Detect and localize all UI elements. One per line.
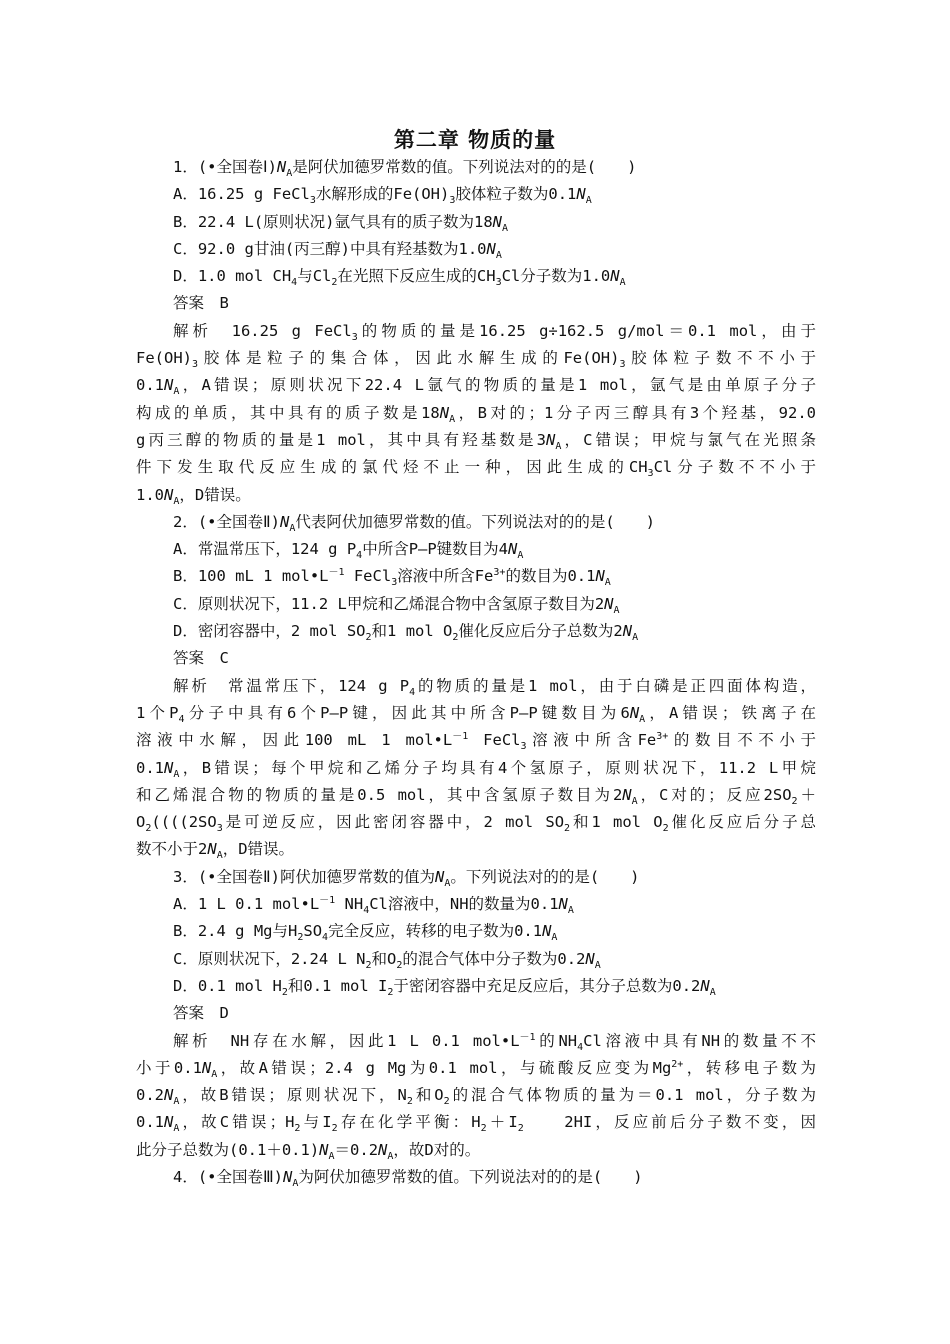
text-line: C．原则状况下，2.24 L $N_2$和$O_2$的混合气体中分子数为$0.2N_A$ [173, 949, 601, 971]
text-line: A．常温常压下，124 g $P_4$中所含P—P键数目为$4N_A$ [173, 540, 524, 562]
text-line: 解析 常温常压下，124 g $P_4$的物质的量是1 mol，由于白磷是正四面体构造， [173, 676, 816, 698]
text-line: 3．(•全国卷Ⅱ)阿伏加德罗常数的值为$N_A$。下列说法对的的是( ) [173, 867, 640, 889]
text-line: C．原则状况下，11.2 L甲烷和乙烯混合物中含氢原子数目为$2N_A$ [173, 594, 620, 616]
text-line: $0.2N_A$，故B错误；原则状况下，$N_2$和$O_2$的混合气体物质的量为＝0.1 mol，分子数为 [136, 1086, 816, 1108]
text-line: $Fe(OH)_3$胶体是粒子的集合体，因此水解生成的$Fe(OH)_3$胶体粒子数不不小于 [136, 349, 816, 371]
text-line: D．1.0 mol $CH_4$与$Cl_2$在光照下反应生成的$CH_3Cl$分子数为$1.0N_A$ [173, 267, 626, 289]
text-line: 数不小于$2N_A$，D错误。 [136, 840, 295, 862]
text-line: 1个$P_4$分子中具有6个P—P键，因此其中所含P—P键数目为$6N_A$，A错误；铁离子在 [136, 703, 816, 726]
text-line: $0.1N_A$，B错误；每个甲烷和乙烯分子均具有4个氢原子，原则状况下，11.2 L甲烷 [136, 758, 816, 780]
text-line: A．16.25 g FeCl$_3$水解形成的$Fe(OH)_3$胶体粒子数为$0.1N_A$ [173, 185, 592, 207]
text-line: 1．(•全国卷$Ⅰ)N_A$是阿伏加德罗常数的值。下列说法对的的是( ) [173, 158, 637, 180]
text-line: B．100 mL 1 $mol•L^{-1}$ FeCl$_3$溶液中所含$Fe^{3+}$的数目为$0.1N_A$ [173, 567, 611, 589]
text-line: 解析 NH存在水解，因此1 L 0.1 $mol•L^{-1}$的$NH_4Cl$溶液中具有NH的数量不不 [173, 1031, 816, 1053]
text-line: $O_2((((2SO_3$是可逆反应，因此密闭容器中，2 mol $SO_2$和1 mol $O_2$催化反应后分子总 [136, 813, 816, 835]
text-line: 溶液中水解，因此100 mL 1 $mol•L^{-1}$ FeCl$_3$溶液中所含$Fe^{3+}$的数目不不小于 [136, 731, 816, 753]
text-line: 件下发生取代反应生成的氯代烃不止一种，因此生成的$CH_3Cl$分子数不不小于 [136, 458, 816, 480]
text-line: B．22.4 L(原则状况)氩气具有的质子数为$18N_A$ [173, 212, 509, 234]
text-line: B．2.4 g Mg与$H_2SO_4$完全反应，转移的电子数为$0.1N_A$ [173, 922, 558, 944]
text-line: 小于$0.1N_A$，故A错误；2.4 g Mg为0.1 mol，与硫酸反应变为$Mg^{2+}$，转移电子数为 [136, 1058, 816, 1080]
document-body [136, 154, 816, 1191]
text-line: 2．(•全国卷$Ⅱ)N_A$代表阿伏加德罗常数的值。下列说法对的的是( ) [173, 512, 656, 534]
text-line: $1.0N_A$，D错误。 [136, 485, 251, 507]
text-line: $0.1N_A$，故C错误；$H_2$与$I_2$存在化学平衡：$H_2+I_2$ 2HI，反应前后分子数不变，因 [136, 1113, 816, 1135]
text-line: C．92.0 g甘油(丙三醇)中具有羟基数为$1.0N_A$ [173, 239, 502, 261]
text-line: D．密闭容器中，2 mol $SO_2$和1 mol $O_2$催化反应后分子总数为$2N_A$ [173, 622, 639, 644]
text-line: g丙三醇的物质的量是1 mol，其中具有羟基数是$3N_A$，C错误；甲烷与氯气在光照条 [136, 430, 816, 453]
text-line: 解析 16.25 g FeCl$_3$的物质的量是16.25 g÷162.5 g/mol＝0.1 mol，由于 [173, 321, 816, 343]
text-line: $0.1N_A$，A错误；原则状况下22.4 L氩气的物质的量是1 mol，氩气是由单原子分子 [136, 376, 816, 398]
text-line: A．1 L 0.1 $mol•L^{-1}$ $NH_4Cl$溶液中，NH的数量为$0.1N_A$ [173, 894, 574, 917]
text-line: D．0.1 mol $H_2$和0.1 mol $I_2$于密闭容器中充足反应后，其分子总数为$0.2N_A$ [173, 976, 716, 998]
text-line: 4．(•全国卷$Ⅲ)N_A$为阿伏加德罗常数的值。下列说法对的的是( ) [173, 1167, 643, 1190]
text-line: 和乙烯混合物的物质的量是0.5 mol，其中含氢原子数目为$2N_A$，C对的；反应$2SO_2+$ [136, 785, 816, 807]
text-line: 构成的单质，其中具有的质子数是$18N_A$，B对的；1分子丙三醇具有3个羟基，92.0 [136, 403, 816, 425]
text-line: 答案 B [173, 294, 229, 313]
text-line: 答案 D [173, 1004, 229, 1023]
text-line: 答案 C [173, 649, 229, 668]
text-line: 此分子总数为$(0.1+0.1)N_A=0.2N_A$，故D对的。 [136, 1140, 481, 1162]
chapter-title: 第二章 物质的量 [393, 127, 557, 152]
